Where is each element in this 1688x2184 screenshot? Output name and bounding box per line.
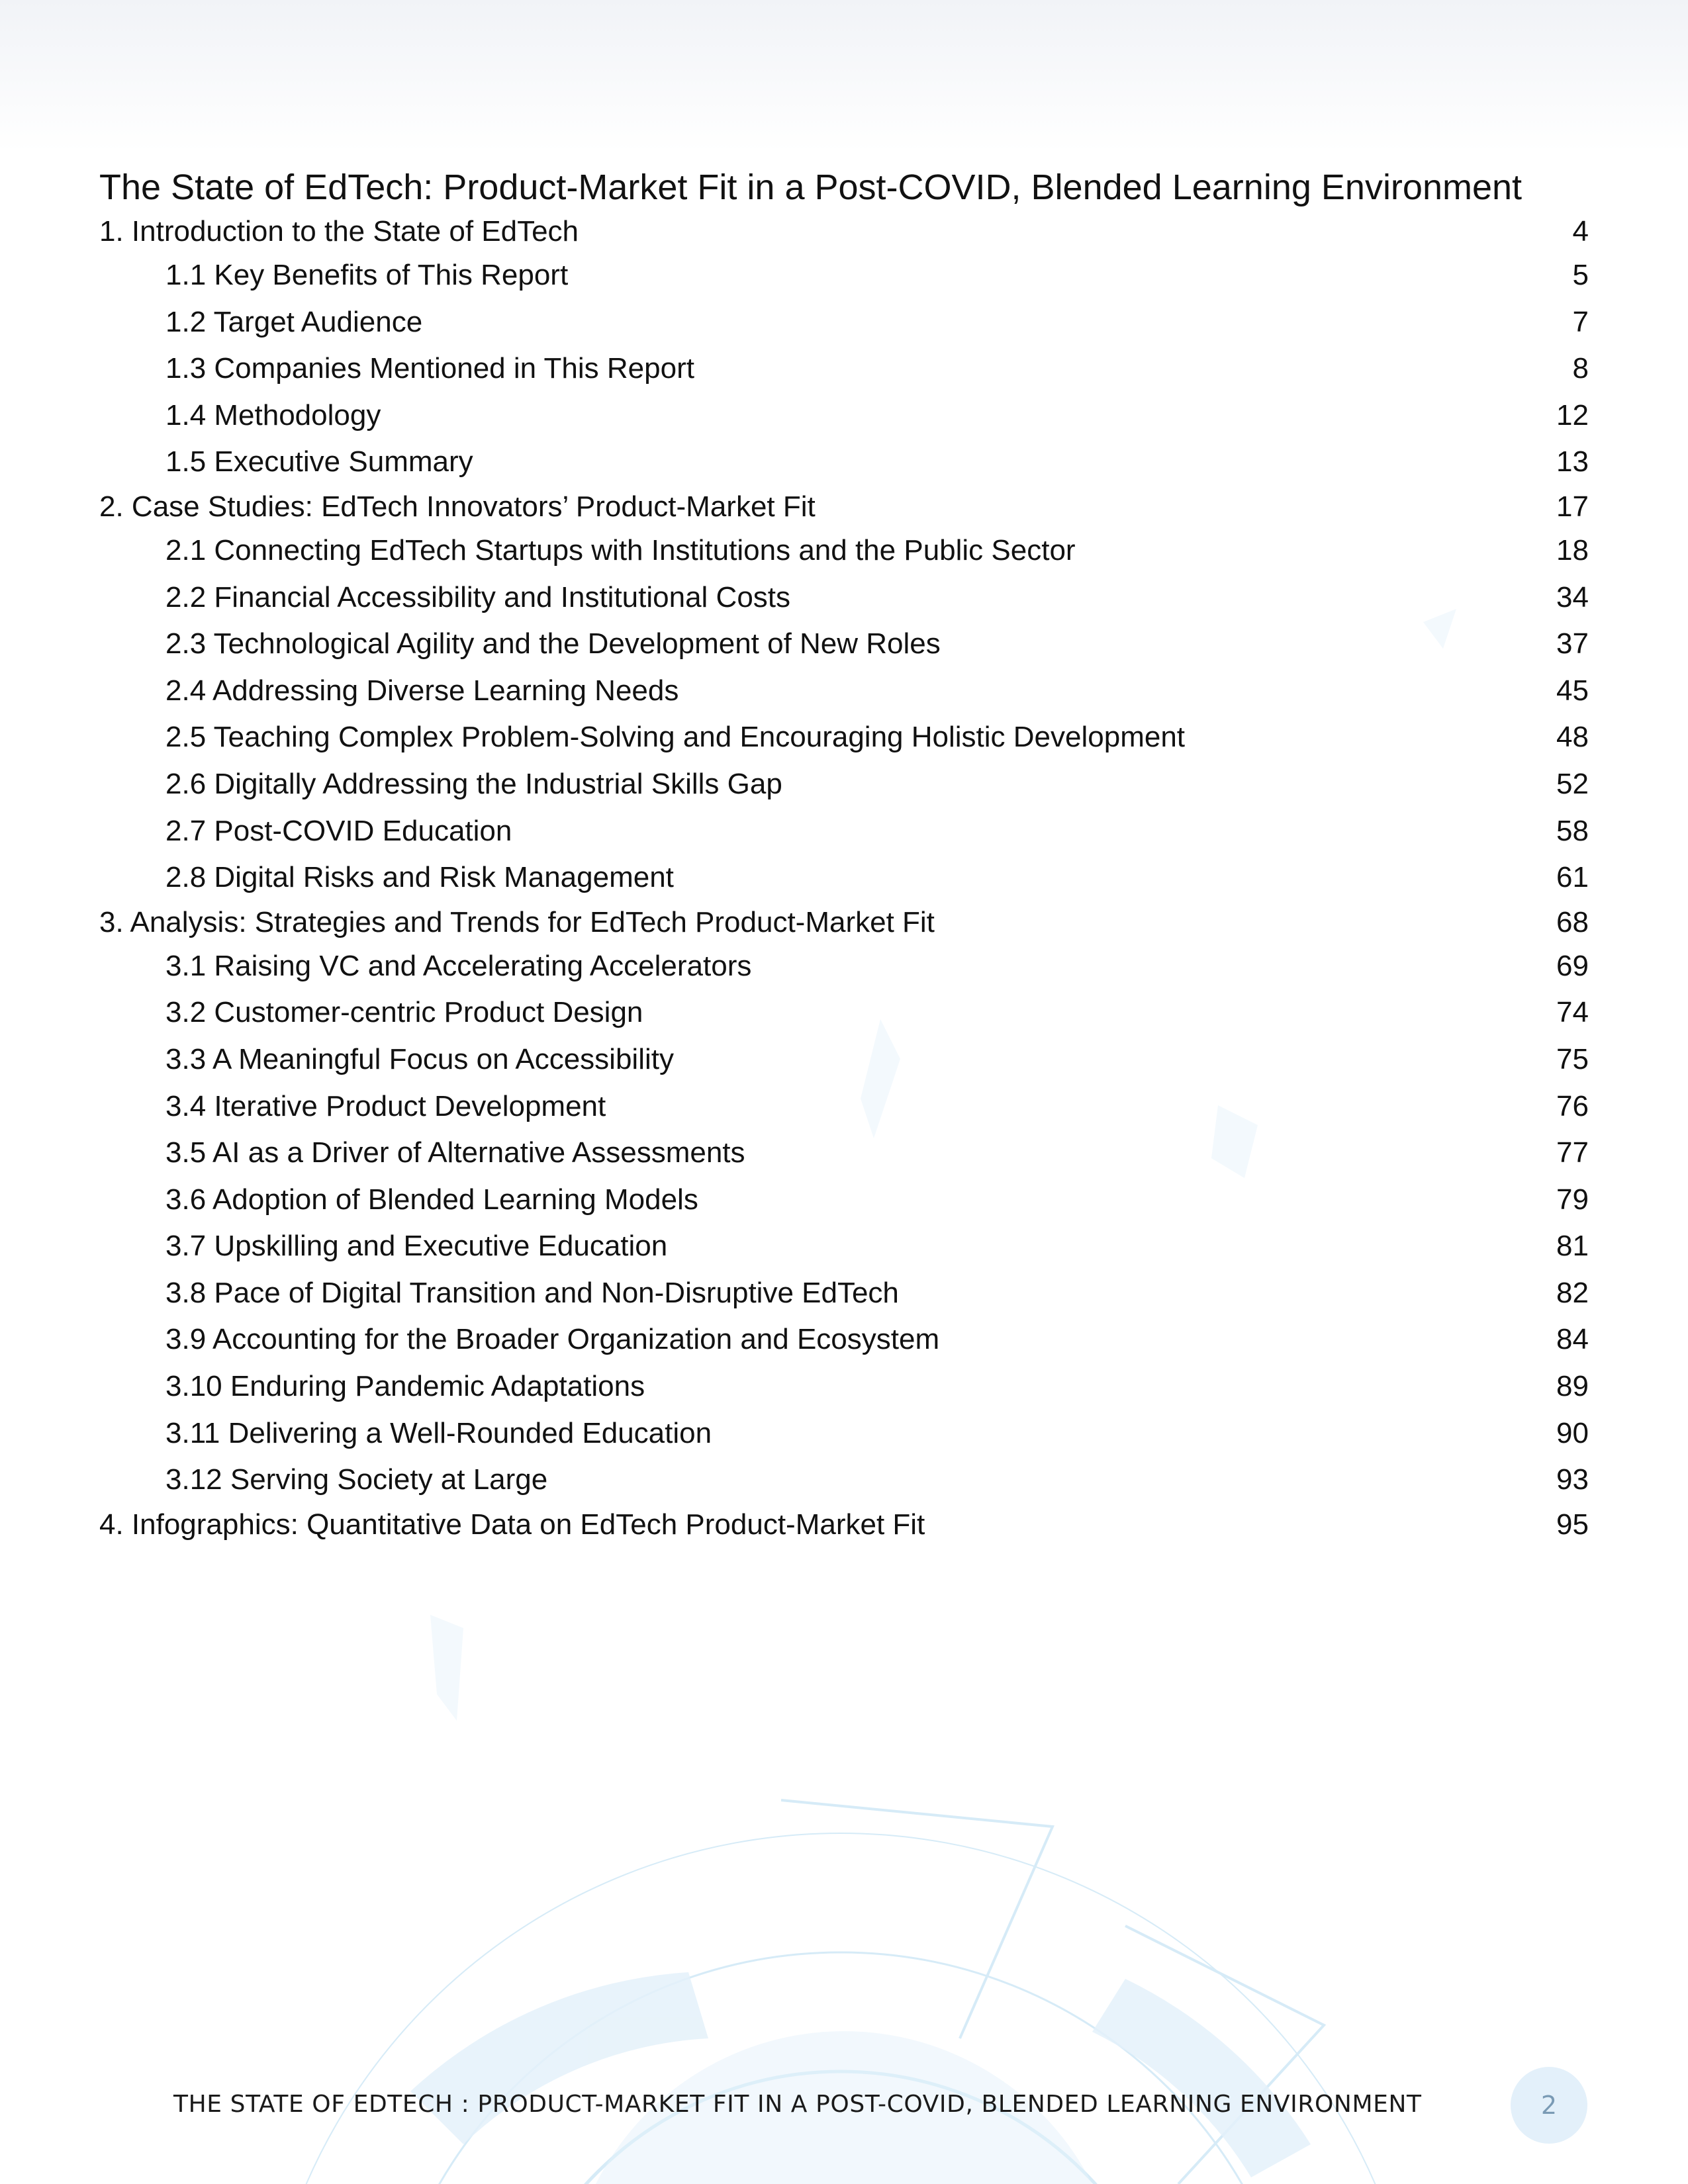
toc-subsection-entry[interactable] — [99, 1410, 1589, 1457]
table-of-contents — [99, 164, 1589, 1545]
toc-entry-page-number: 7 — [1572, 305, 1589, 338]
toc-entry-label: 3.1 Raising VC and Accelerating Accelerators — [165, 949, 752, 982]
toc-subsection-entry[interactable] — [99, 1177, 1589, 1224]
toc-entry-page-number: 37 — [1556, 627, 1589, 660]
page-number-badge — [1511, 2067, 1587, 2144]
toc-entry-label: 3.3 A Meaningful Focus on Accessibility — [165, 1042, 674, 1075]
toc-entry-page-number: 4 — [1572, 215, 1589, 248]
toc-subsection-entry[interactable] — [99, 1270, 1589, 1317]
toc-entry-page-number: 12 — [1556, 398, 1589, 432]
toc-subsection-entry[interactable] — [99, 943, 1589, 990]
toc-section-entry[interactable] — [99, 486, 1589, 527]
toc-entry-page-number: 58 — [1556, 814, 1589, 847]
toc-entry-label: 2.6 Digitally Addressing the Industrial Skills Gap — [165, 767, 782, 800]
toc-entry-label: 3.8 Pace of Digital Transition and Non-Disruptive EdTech — [165, 1276, 899, 1309]
document-title: The State of EdTech: Product-Market Fit in a Post-COVID, Blended Learning Environment — [99, 167, 1523, 207]
toc-entry-label: 2.1 Connecting EdTech Startups with Institutions and the Public Sector — [165, 533, 1076, 567]
toc-entry-label: 4. Infographics: Quantitative Data on EdTech Product-Market Fit — [99, 1508, 925, 1541]
toc-entry-label: 2.3 Technological Agility and the Development of New Roles — [165, 627, 941, 660]
toc-entry-page-number: 74 — [1556, 996, 1589, 1029]
toc-entry-label: 1.4 Methodology — [165, 398, 381, 432]
toc-entry-page-number: 61 — [1556, 861, 1589, 894]
toc-entry-page-number: 90 — [1556, 1416, 1589, 1449]
toc-subsection-entry[interactable] — [99, 714, 1589, 761]
toc-entry-page-number: 18 — [1556, 533, 1589, 567]
toc-subsection-entry[interactable] — [99, 761, 1589, 808]
toc-entry-label: 3.4 Iterative Product Development — [165, 1089, 606, 1122]
toc-entry-page-number: 68 — [1556, 905, 1589, 938]
toc-entry-label: 2.7 Post-COVID Education — [165, 814, 512, 847]
toc-entry-page-number: 89 — [1556, 1370, 1589, 1403]
toc-subsection-entry[interactable] — [99, 808, 1589, 855]
toc-section-entry[interactable] — [99, 210, 1589, 252]
toc-entry-label: 3. Analysis: Strategies and Trends for EdTech Product-Market Fit — [99, 905, 935, 938]
toc-subsection-entry[interactable] — [99, 392, 1589, 439]
toc-entry-page-number: 8 — [1572, 352, 1589, 385]
toc-subsection-entry[interactable] — [99, 439, 1589, 486]
toc-entry-label: 1.5 Executive Summary — [165, 445, 473, 478]
toc-entry-page-number: 34 — [1556, 580, 1589, 614]
toc-subsection-entry[interactable] — [99, 1130, 1589, 1177]
toc-subsection-entry[interactable] — [99, 1223, 1589, 1270]
toc-subsection-entry[interactable] — [99, 854, 1589, 901]
toc-entry-page-number: 95 — [1556, 1508, 1589, 1541]
toc-entry-page-number: 93 — [1556, 1463, 1589, 1496]
toc-subsection-entry[interactable] — [99, 1036, 1589, 1083]
toc-entry-page-number: 69 — [1556, 949, 1589, 982]
toc-entry-page-number: 81 — [1556, 1230, 1589, 1263]
toc-entry-page-number: 17 — [1556, 490, 1589, 523]
toc-entry-label: 3.11 Delivering a Well-Rounded Education — [165, 1416, 712, 1449]
toc-entry-label: 2.4 Addressing Diverse Learning Needs — [165, 674, 679, 707]
toc-entry-page-number: 5 — [1572, 259, 1589, 291]
toc-subsection-entry[interactable] — [99, 989, 1589, 1036]
page-number: 2 — [1540, 2091, 1558, 2120]
toc-subsection-entry[interactable] — [99, 1316, 1589, 1363]
toc-entry-label: 3.6 Adoption of Blended Learning Models — [165, 1183, 698, 1216]
toc-entry-label: 3.7 Upskilling and Executive Education — [165, 1230, 668, 1263]
toc-entry-page-number: 82 — [1556, 1276, 1589, 1309]
toc-entry-page-number: 52 — [1556, 767, 1589, 800]
toc-entry-label: 1.1 Key Benefits of This Report — [165, 259, 569, 291]
toc-entry-page-number: 76 — [1556, 1089, 1589, 1122]
toc-subsection-entry[interactable] — [99, 1083, 1589, 1130]
toc-entry-label: 1.3 Companies Mentioned in This Report — [165, 352, 694, 385]
toc-subsection-entry[interactable] — [99, 621, 1589, 668]
toc-subsection-entry[interactable] — [99, 345, 1589, 392]
toc-subsection-entry[interactable] — [99, 252, 1589, 299]
toc-entry-page-number: 45 — [1556, 674, 1589, 707]
toc-subsection-entry[interactable] — [99, 1363, 1589, 1410]
toc-entry-page-number: 77 — [1556, 1136, 1589, 1169]
toc-entry-label: 3.12 Serving Society at Large — [165, 1463, 548, 1496]
toc-entry-label: 1. Introduction to the State of EdTech — [99, 215, 579, 248]
toc-subsection-entry[interactable] — [99, 668, 1589, 715]
toc-entry-label: 2.5 Teaching Complex Problem-Solving and Encouraging Holistic Development — [165, 721, 1186, 754]
toc-subsection-entry[interactable] — [99, 1457, 1589, 1504]
toc-entry-page-number: 79 — [1556, 1183, 1589, 1216]
toc-entry-label: 1.2 Target Audience — [165, 305, 423, 338]
toc-entry-page-number: 75 — [1556, 1042, 1589, 1075]
toc-entry-page-number: 84 — [1556, 1323, 1589, 1356]
footer-running-title: THE STATE OF EDTECH : PRODUCT-MARKET FIT IN A POST-COVID, BLENDED LEARNING ENVIRONMENT — [173, 2091, 1422, 2118]
toc-subsection-entry[interactable] — [99, 574, 1589, 621]
toc-entry-label: 3.2 Customer-centric Product Design — [165, 996, 643, 1029]
toc-entry-page-number: 13 — [1556, 445, 1589, 478]
toc-entry-label: 2. Case Studies: EdTech Innovators’ Product-Market Fit — [99, 490, 816, 523]
toc-entry-label: 3.5 AI as a Driver of Alternative Assessments — [165, 1136, 745, 1169]
toc-subsection-entry[interactable] — [99, 527, 1589, 574]
toc-section-entry[interactable] — [99, 1504, 1589, 1545]
toc-entry-page-number: 48 — [1556, 721, 1589, 754]
toc-subsection-entry[interactable] — [99, 299, 1589, 346]
toc-entry-list — [99, 210, 1589, 1545]
toc-entry-label: 3.10 Enduring Pandemic Adaptations — [165, 1370, 645, 1403]
toc-entry-label: 2.2 Financial Accessibility and Institutional Costs — [165, 580, 791, 614]
toc-entry-label: 2.8 Digital Risks and Risk Management — [165, 861, 674, 894]
toc-section-entry[interactable] — [99, 901, 1589, 943]
toc-entry-label: 3.9 Accounting for the Broader Organization and Ecosystem — [165, 1323, 940, 1356]
